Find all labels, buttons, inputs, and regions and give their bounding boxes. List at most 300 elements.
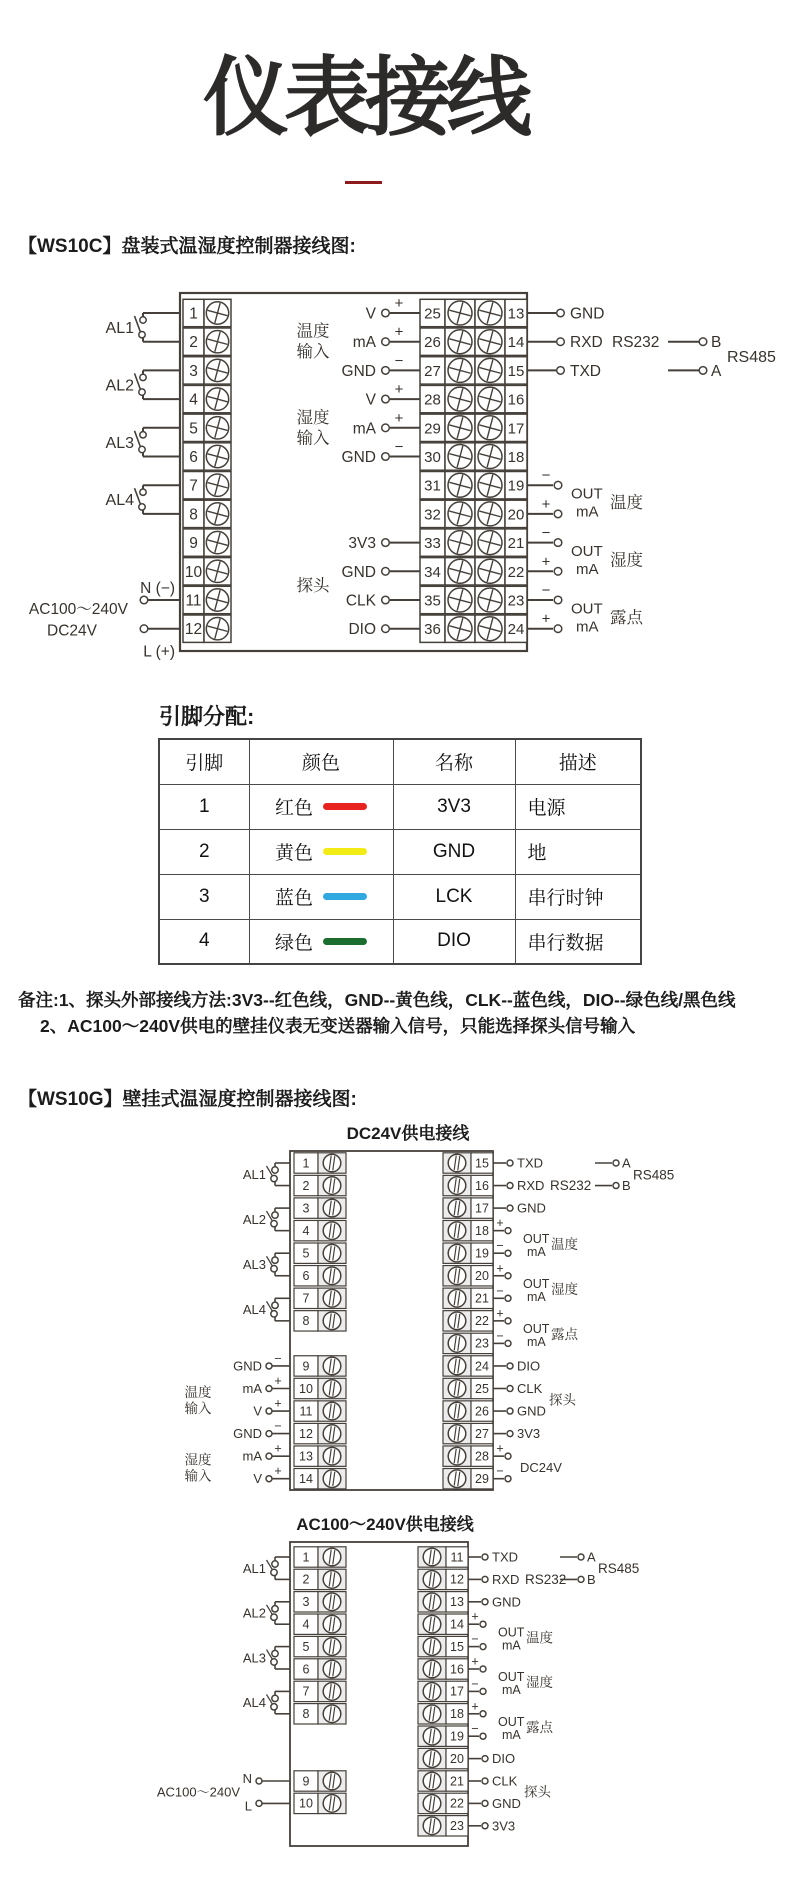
terminal-number: 3 <box>302 1595 310 1610</box>
alarm-label: AL1 <box>242 1166 266 1182</box>
terminal-screw <box>323 1615 341 1633</box>
pin-circle <box>140 374 146 380</box>
pin-number-cell: 4 <box>159 919 249 964</box>
terminal-number: 22 <box>450 1796 464 1811</box>
group-label: 输入 <box>296 343 330 362</box>
signal-desc-cell: 串行数据 <box>515 919 641 964</box>
pin-circle <box>272 1302 278 1308</box>
pin-circle <box>699 367 707 375</box>
terminal-screw <box>323 1772 341 1790</box>
pin-circle <box>266 1453 272 1459</box>
out-label: mA <box>576 618 599 636</box>
power-label: N <box>242 1771 252 1786</box>
terminal-screw <box>448 1267 466 1285</box>
signal-desc-cell: 电源 <box>515 784 641 829</box>
polarity-sign: + <box>541 495 551 513</box>
alarm-switch-AL3 <box>106 428 180 457</box>
terminal-number: 3 <box>302 1201 310 1216</box>
terminal-number: 20 <box>475 1269 489 1284</box>
terminal-number: 19 <box>475 1246 489 1261</box>
terminal-screw <box>323 1447 341 1465</box>
terminal-number: 11 <box>299 1404 313 1419</box>
alarm-label: AL2 <box>242 1211 266 1227</box>
terminal-number: 2 <box>302 1572 310 1587</box>
terminal-screw <box>323 1402 341 1420</box>
pin-label: CLK <box>517 1381 543 1396</box>
terminal-number: 20 <box>507 506 525 524</box>
pin-circle <box>140 489 146 495</box>
terminal-number: 1 <box>302 1156 310 1171</box>
terminal-screw <box>448 1222 466 1240</box>
terminal-number: 5 <box>189 420 198 438</box>
pin-label: DIO <box>348 621 376 639</box>
pin-circle <box>266 1408 272 1414</box>
out-label: OUT <box>498 1625 525 1640</box>
output-kind-label: 湿度 <box>526 1675 553 1691</box>
terminal-screw <box>323 1660 341 1678</box>
terminal-screw <box>423 1817 441 1835</box>
group-label: 探头 <box>524 1784 551 1800</box>
terminal-screw <box>323 1357 341 1375</box>
output-kind-label: 露点 <box>551 1327 578 1343</box>
output-kind-label: 露点 <box>610 608 643 627</box>
pin-circle <box>271 1704 277 1710</box>
terminal-screw <box>448 1357 466 1375</box>
terminal-screw <box>448 1290 466 1308</box>
terminal-number: 29 <box>424 420 441 438</box>
pin-circle <box>382 338 390 346</box>
terminal-screw <box>323 1154 341 1172</box>
pin-circle <box>140 317 146 323</box>
terminal-screw <box>323 1593 341 1611</box>
terminal-number: 11 <box>450 1550 464 1565</box>
interface-label: RS232 <box>550 1178 592 1194</box>
pin-label: GND <box>341 449 376 466</box>
power-label: DC24V <box>47 622 97 640</box>
polarity-sign: + <box>496 1441 504 1456</box>
pin-label: mA <box>242 1448 262 1464</box>
terminal-number: 26 <box>424 334 441 352</box>
alarm-switch-AL1 <box>243 1163 290 1186</box>
pin-label: GND <box>517 1200 546 1216</box>
terminal-number: 10 <box>299 1796 313 1811</box>
pin-circle <box>271 1311 277 1317</box>
pin-circle <box>554 539 562 547</box>
wire-color-cell <box>249 784 393 829</box>
alarm-label: AL1 <box>105 319 134 337</box>
alarm-label: AL4 <box>242 1695 266 1711</box>
pin-circle <box>480 1644 486 1650</box>
terminal-screw <box>423 1772 441 1790</box>
pin-label: mA <box>242 1381 262 1396</box>
terminal-screw <box>448 1425 466 1443</box>
signal-desc-cell: 串行时钟 <box>515 874 641 919</box>
rs485-terminal: A <box>711 362 722 380</box>
terminal-number: 3 <box>189 362 198 380</box>
pin-label: CLK <box>492 1773 518 1789</box>
terminal-number: 15 <box>450 1639 464 1654</box>
terminal-screw <box>423 1727 441 1745</box>
alarm-label: AL3 <box>242 1650 266 1666</box>
terminal-screw <box>423 1795 441 1813</box>
pin-label: TXD <box>492 1549 518 1565</box>
output-kind-label: 露点 <box>526 1720 553 1735</box>
pin-circle <box>382 625 390 633</box>
output-kind-label: 温度 <box>526 1630 553 1646</box>
pin-circle <box>266 1386 272 1392</box>
pin-circle <box>482 1800 488 1806</box>
terminal-number: 13 <box>299 1449 313 1464</box>
alarm-switch-AL2 <box>243 1208 290 1231</box>
pin-label: DIO <box>492 1751 516 1767</box>
pin-circle <box>554 625 562 633</box>
terminal-number: 33 <box>424 535 441 553</box>
pin-label: RXD <box>517 1178 545 1194</box>
terminal-screw <box>323 1548 341 1566</box>
out-label: OUT <box>523 1231 550 1246</box>
pin-circle <box>557 338 565 346</box>
terminal-number: 10 <box>184 563 203 581</box>
out-label: OUT <box>498 1670 525 1685</box>
alarm-label: AL4 <box>105 492 134 510</box>
terminal-screw <box>448 1380 466 1398</box>
table-header-cell: 引脚 <box>159 739 249 784</box>
note-line-2: 2、AC100～240V供电的壁挂仪表无变送器输入信号，只能选择探头信号输入 <box>40 1016 636 1036</box>
alarm-switch-AL2 <box>243 1602 290 1624</box>
out-label: OUT <box>571 542 603 560</box>
pin-label: GND <box>570 305 605 323</box>
interface-label: RS232 <box>525 1571 567 1587</box>
table-row <box>159 874 641 919</box>
pin-circle <box>480 1733 486 1739</box>
terminal-number: 8 <box>302 1314 310 1329</box>
terminal-number: 36 <box>424 621 441 639</box>
terminal-number: 9 <box>302 1359 310 1374</box>
polarity-sign: + <box>471 1654 479 1669</box>
terminal-number: 23 <box>450 1819 464 1834</box>
pin-circle <box>140 432 146 438</box>
pin-circle <box>507 1183 513 1189</box>
signal-name-cell: GND <box>393 829 515 874</box>
pin-label: GND <box>233 1426 262 1442</box>
pin-circle <box>578 1576 584 1582</box>
polarity-sign: + <box>496 1216 504 1231</box>
signal-name-cell: 3V3 <box>393 784 515 829</box>
terminal-number: 17 <box>507 420 525 438</box>
terminal-number: 28 <box>424 391 441 409</box>
pin-circle <box>482 1554 488 1560</box>
signal-name-cell: LCK <box>393 874 515 919</box>
terminal-screw <box>448 1402 466 1420</box>
terminal-number: 5 <box>302 1246 310 1261</box>
alarm-label: AL3 <box>105 434 134 452</box>
terminal-screw <box>423 1615 441 1633</box>
terminal-number: 21 <box>507 535 525 553</box>
terminal-number: 19 <box>507 477 525 495</box>
power-label: L <box>244 1798 252 1814</box>
pin-circle <box>557 309 565 317</box>
wire-color-swatch <box>323 893 367 900</box>
out-label: OUT <box>571 600 603 618</box>
terminal-number: 26 <box>475 1404 489 1419</box>
terminal-screw <box>448 1154 466 1172</box>
ws10g-ac-wiring-diagram <box>0 1532 790 1862</box>
alarm-switch-AL3 <box>243 1253 290 1276</box>
pin-circle <box>382 395 390 403</box>
polarity-sign: + <box>394 295 404 312</box>
polarity-sign: + <box>541 553 551 571</box>
terminal-screw <box>323 1199 341 1217</box>
polarity-sign: − <box>496 1283 504 1298</box>
polarity-sign: − <box>471 1676 479 1691</box>
polarity-sign: − <box>541 467 551 485</box>
alarm-label: AL2 <box>242 1605 266 1621</box>
interface-label: RS485 <box>633 1167 675 1183</box>
pin-label: TXD <box>570 362 601 380</box>
terminal-screw <box>323 1470 341 1488</box>
power-label: L (+) <box>143 643 175 661</box>
alarm-switch-AL4 <box>243 1691 290 1713</box>
polarity-sign: − <box>274 1351 282 1366</box>
out-label: OUT <box>498 1715 525 1729</box>
pin-circle <box>382 539 390 547</box>
pin-label: V <box>365 391 376 409</box>
alarm-label: AL1 <box>242 1560 266 1576</box>
terminal-number: 17 <box>475 1201 489 1216</box>
terminal-number: 10 <box>299 1381 313 1396</box>
terminal-number: 4 <box>302 1617 310 1632</box>
group-label: 输入 <box>296 429 330 448</box>
table-row <box>159 829 641 874</box>
table-header-cell: 描述 <box>515 739 641 784</box>
power-label: AC100～240V <box>28 601 128 618</box>
group-label: 湿度 <box>296 408 330 427</box>
out-label: mA <box>502 1683 521 1698</box>
terminal-number: 23 <box>475 1336 489 1351</box>
power-label: DC24V <box>520 1459 562 1475</box>
pin-circle <box>507 1160 513 1166</box>
wire-color-cell <box>249 874 393 919</box>
pin-circle <box>578 1554 584 1560</box>
pin-circle <box>272 1561 278 1567</box>
color-name: 绿色 <box>274 932 313 954</box>
out-label: mA <box>527 1335 546 1350</box>
pin-circle <box>266 1431 272 1437</box>
terminal-screw <box>323 1705 341 1723</box>
terminal-number: 4 <box>189 391 198 409</box>
pin-circle <box>140 596 148 604</box>
terminal-number: 25 <box>424 305 441 323</box>
pin-circle <box>480 1711 486 1717</box>
terminal-screw <box>448 1177 466 1195</box>
terminal-number: 4 <box>302 1223 310 1238</box>
pin-label: DIO <box>517 1358 541 1374</box>
terminal-number: 18 <box>507 449 525 466</box>
pin-number-cell: 1 <box>159 784 249 829</box>
terminal-screw <box>323 1571 341 1589</box>
alarm-label: AL2 <box>105 377 134 395</box>
terminal-number: 14 <box>450 1617 464 1632</box>
terminal-number: 12 <box>184 621 203 639</box>
pin-label: RXD <box>570 334 603 352</box>
terminal-screw <box>323 1267 341 1285</box>
terminal-screw <box>323 1380 341 1398</box>
polarity-sign: + <box>394 323 404 341</box>
terminal-number: 17 <box>450 1684 464 1699</box>
terminal-screw <box>323 1683 341 1701</box>
pin-circle <box>699 338 707 346</box>
interface-label: RS232 <box>612 334 660 352</box>
out-label: OUT <box>523 1322 550 1337</box>
terminal-screw <box>323 1425 341 1443</box>
pin-circle <box>272 1695 278 1701</box>
pin-label: GND <box>341 563 376 581</box>
out-label: mA <box>502 1638 521 1653</box>
terminal-number: 7 <box>302 1684 310 1699</box>
pin-circle <box>256 1800 262 1806</box>
alarm-switch-AL4 <box>243 1298 290 1321</box>
pin-label: GND <box>517 1403 546 1419</box>
color-name: 蓝色 <box>274 888 313 909</box>
pin-label: V <box>253 1471 262 1487</box>
output-kind-label: 温度 <box>551 1236 578 1252</box>
terminal-number: 7 <box>302 1291 310 1306</box>
pin-circle <box>505 1340 511 1346</box>
terminal-number: 1 <box>302 1550 310 1565</box>
rs485-terminal: B <box>711 334 722 352</box>
group-label: 探头 <box>296 577 330 596</box>
pin-label: RXD <box>492 1571 520 1587</box>
terminal-number: 8 <box>189 506 198 524</box>
pin-label: TXD <box>517 1155 543 1171</box>
terminal-screw <box>323 1290 341 1308</box>
pin-circle <box>266 1476 272 1482</box>
terminal-screw <box>448 1244 466 1262</box>
out-label: mA <box>527 1244 546 1259</box>
polarity-sign: + <box>274 1396 282 1411</box>
polarity-sign: − <box>471 1632 479 1647</box>
interface-label: RS485 <box>598 1561 640 1577</box>
pin-circle <box>271 1266 277 1272</box>
pin-label: CLK <box>345 592 376 610</box>
polarity-sign: − <box>541 524 551 542</box>
pin-circle <box>505 1250 511 1256</box>
terminal-screw <box>423 1683 441 1701</box>
out-label: OUT <box>523 1277 550 1292</box>
polarity-sign: + <box>471 1699 479 1714</box>
pin-circle <box>554 481 562 489</box>
pin-circle <box>557 367 565 375</box>
terminal-number: 35 <box>424 592 441 610</box>
terminal-number: 31 <box>424 477 441 495</box>
ac-diagram-title: AC100～240V供电接线 <box>296 1515 474 1534</box>
terminal-screw <box>323 1177 341 1195</box>
pin-circle <box>256 1778 262 1784</box>
polarity-sign: + <box>274 1374 282 1388</box>
power-label: N (−) <box>140 580 175 597</box>
rs485-terminal: A <box>587 1549 596 1565</box>
polarity-sign: − <box>541 582 551 599</box>
terminal-screw <box>323 1244 341 1262</box>
terminal-number: 12 <box>299 1426 313 1441</box>
terminal-number: 14 <box>299 1472 313 1486</box>
pin-circle <box>266 1363 272 1369</box>
pin-circle <box>505 1295 511 1301</box>
pin-circle <box>271 1175 277 1181</box>
terminal-number: 16 <box>507 391 525 409</box>
power-label: AC100～240V <box>156 1784 240 1800</box>
out-label: mA <box>502 1728 521 1742</box>
group-label: 输入 <box>184 1468 212 1484</box>
terminal-number: 24 <box>475 1359 489 1374</box>
table-header-row <box>159 739 641 784</box>
alarm-switch-AL3 <box>243 1647 290 1669</box>
wire-color-swatch <box>323 848 367 855</box>
pin-label: 3V3 <box>517 1426 541 1442</box>
terminal-number: 9 <box>189 535 198 553</box>
wire-color-cell <box>249 829 393 874</box>
polarity-sign: − <box>471 1721 479 1736</box>
terminal-number: 27 <box>475 1426 489 1441</box>
pin-circle <box>272 1167 278 1173</box>
alarm-switch-AL2 <box>106 370 180 399</box>
terminal-number: 8 <box>302 1707 310 1722</box>
output-kind-label: 湿度 <box>610 551 643 570</box>
pin-circle <box>505 1273 511 1279</box>
terminal-number: 24 <box>507 621 525 639</box>
polarity-sign: + <box>394 409 404 427</box>
terminal-number: 18 <box>475 1223 489 1238</box>
dc24v-diagram-title: DC24V供电接线 <box>346 1124 470 1143</box>
pin-circle <box>505 1476 511 1482</box>
terminal-screw <box>423 1593 441 1611</box>
terminal-number: 22 <box>507 563 525 581</box>
terminal-number: 16 <box>450 1662 464 1677</box>
polarity-sign: − <box>394 352 404 370</box>
ws10c-wiring-diagram <box>0 280 790 665</box>
terminal-number: 21 <box>450 1774 464 1789</box>
pin-number-cell: 3 <box>159 874 249 919</box>
interface-label: RS485 <box>727 349 776 367</box>
out-label: mA <box>527 1290 546 1305</box>
pin-assignment-table <box>158 738 642 965</box>
polarity-sign: + <box>274 1441 282 1456</box>
terminal-number: 15 <box>507 362 525 380</box>
terminal-number: 1 <box>189 305 198 323</box>
terminal-screw <box>448 1470 466 1488</box>
terminal-number: 30 <box>424 449 441 466</box>
terminal-number: 6 <box>302 1662 310 1677</box>
pin-circle <box>480 1666 486 1672</box>
pin-circle <box>382 367 390 375</box>
pin-label: mA <box>352 334 376 352</box>
pin-circle <box>272 1212 278 1218</box>
pin-circle <box>480 1688 486 1694</box>
alarm-switch-AL1 <box>243 1557 290 1579</box>
pin-circle <box>382 309 390 317</box>
terminal-screw <box>323 1222 341 1240</box>
pin-circle <box>505 1318 511 1324</box>
pin-circle <box>382 568 390 576</box>
wire-color-swatch <box>323 938 367 945</box>
pin-circle <box>554 568 562 576</box>
table-row <box>159 919 641 964</box>
ws10g-dc24v-wiring-diagram <box>0 1140 790 1505</box>
polarity-sign: + <box>496 1261 504 1276</box>
pin-number-cell: 2 <box>159 829 249 874</box>
alarm-switch-AL1 <box>106 313 180 342</box>
terminal-number: 13 <box>507 305 525 323</box>
